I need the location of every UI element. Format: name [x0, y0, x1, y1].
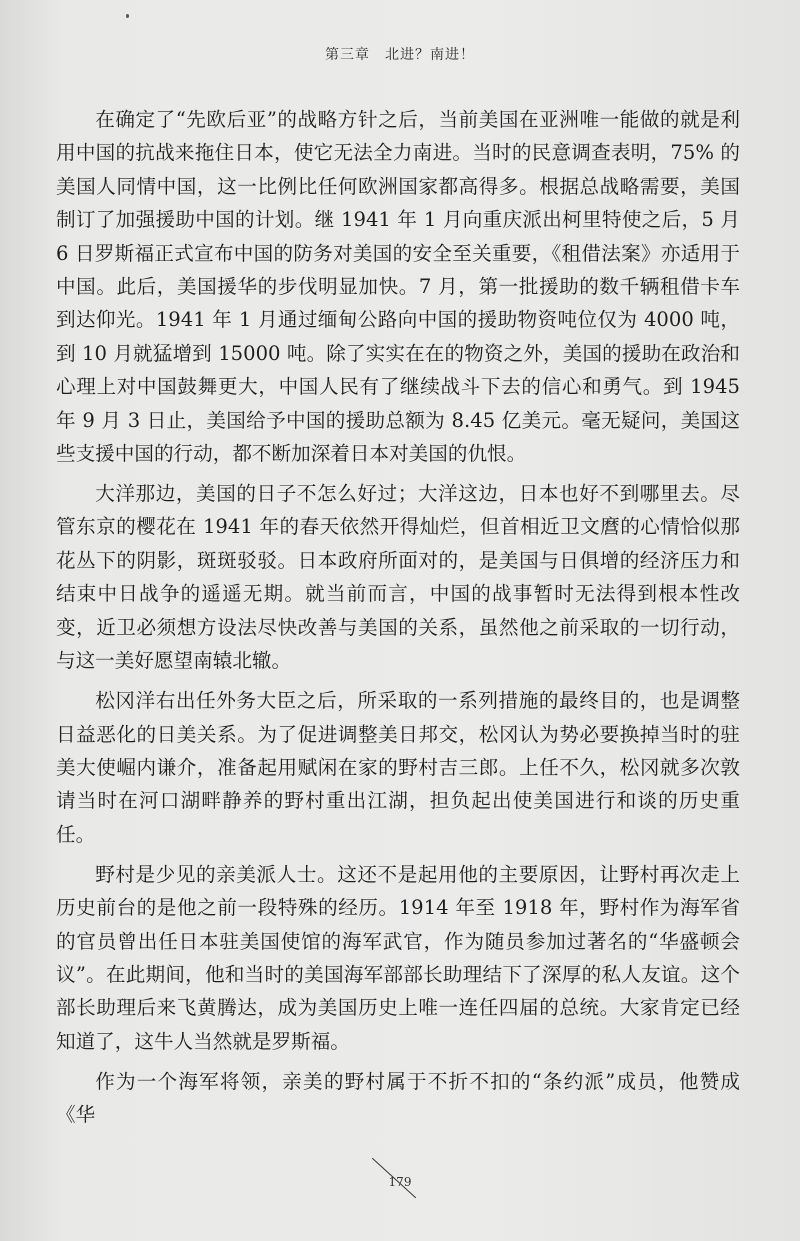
page-number: 179 [388, 1175, 412, 1189]
paragraph-3: 松冈洋右出任外务大臣之后，所采取的一系列措施的最终目的，也是调整日益恶化的日美关系。为了促进调整美日邦交，松冈认为势必要换掉当时的驻美大使崛内谦介，准备起用赋闲在家的野村吉三郎。上任不久，松冈就多次敦请当时在河口湖畔静养的野村重出江湖，担负起出使美国进行和谈的历史重任。 [56, 689, 740, 846]
scan-speck [126, 14, 129, 18]
paragraph-1: 在确定了“先欧后亚”的战略方针之后，当前美国在亚洲唯一能做的就是利用中国的抗战来拖住日本，使它无法全力南进。当时的民意调查表明，75% 的美国人同情中国，这一比例比任何欧洲国家都高得多。根据总战略需要，美国制订了加强援助中国的计划。继 1941 年 1 月向重庆派出柯里特使之后，5 月 6 日罗斯福正式宣布中国的防务对美国的安全至关重要，《租借法案》亦适用于中国。此后，美国援华的步伐明显加快。7 月，第一批援助的数千辆租借卡车到达仰光。1941 年 1 月通过缅甸公路向中国的援助物资吨位仅为 4000 吨，到 10 月就猛增到 15000 吨。除了实实在在的物资之外，美国的援助在政治和心理上对中国鼓舞更大，中国人民有了继续战斗下去的信心和勇气。到 1945 年 9 月 3 日止，美国给予中国的援助总额为 8.45 亿美元。毫无疑问，美国这些支援中国的行动，都不断加深着日本对美国的仇恨。 [56, 108, 740, 466]
paragraph-4: 野村是少见的亲美派人士。这还不是起用他的主要原因，让野村再次走上历史前台的是他之前一段特殊的经历。1914 年至 1918 年，野村作为海军省的官员曾出任日本驻美国使馆的海军武官，作为随员参加过著名的“华盛顿会议”。在此期间，他和当时的美国海军部部长助理结下了深厚的私人友谊。这个部长助理后来飞黄腾达，成为美国历史上唯一连任四届的总统。大家肯定已经知道了，这牛人当然就是罗斯福。 [56, 862, 740, 1053]
page-body [56, 103, 740, 1138]
running-header: 第三章 北进？南进！ [325, 47, 475, 63]
paragraph-2: 大洋那边，美国的日子不怎么好过；大洋这边，日本也好不到哪里去。尽管东京的樱花在 1941 年的春天依然开得灿烂，但首相近卫文麿的心情恰似那花丛下的阴影，斑斑驳驳。日本政府所面对的，是美国与日俱增的经济压力和结束中日战争的遥遥无期。就当前而言，中国的战事暂时无法得到根本性改变，近卫必须想方设法尽快改善与美国的关系，虽然他之前采取的一切行动，与这一美好愿望南辕北辙。 [56, 482, 740, 673]
paragraph-5: 作为一个海军将领，亲美的野村属于不折不扣的“条约派”成员，他赞成《华 [56, 1069, 740, 1127]
